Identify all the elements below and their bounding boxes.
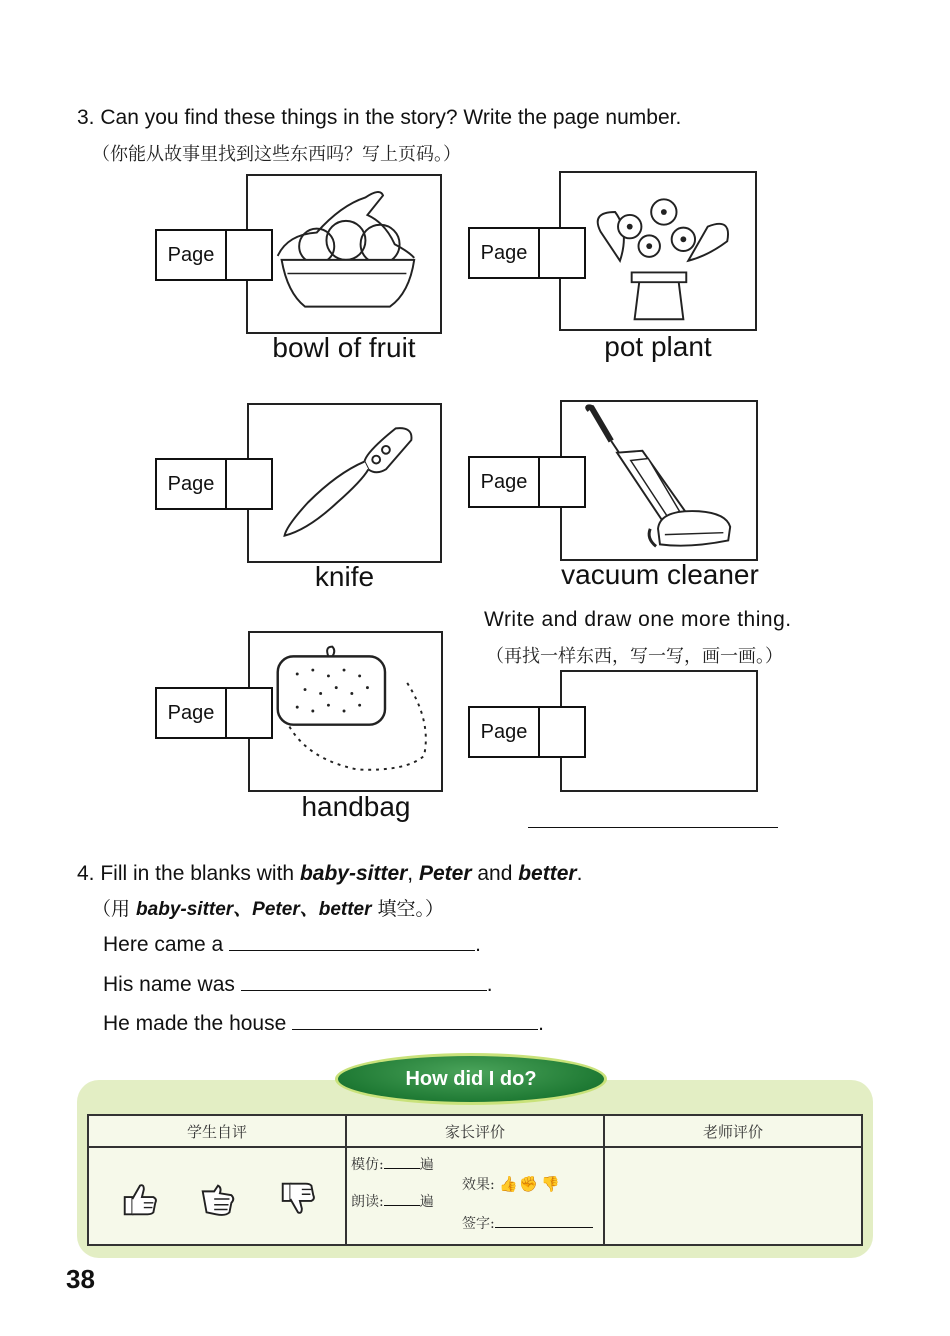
times-label: 遍	[419, 1157, 434, 1173]
times-label: 遍	[419, 1194, 434, 1210]
vacuum-cleaner-icon	[560, 400, 758, 561]
teacher-eval[interactable]	[604, 1147, 862, 1245]
q4-title	[77, 862, 582, 886]
fill-text: Here came a	[103, 933, 224, 956]
separator: ,	[407, 862, 419, 885]
page-label: Page	[470, 708, 540, 756]
sign-row	[462, 1213, 593, 1233]
extra-subtitle: （再找一样东西，写一写，画一画。）	[486, 646, 783, 667]
handbag-icon	[248, 631, 443, 792]
thumbs-down-icon[interactable]: 👎	[541, 1175, 560, 1193]
page-number-field[interactable]	[540, 229, 584, 277]
pot-plant-icon	[559, 171, 757, 331]
col-student: 学生自评	[88, 1115, 346, 1147]
caption-pot-plant: pot plant	[604, 331, 712, 362]
page-number-box[interactable]	[468, 227, 586, 279]
drawing-area[interactable]	[560, 670, 758, 792]
fill-line-1	[103, 933, 481, 957]
thumbs-up-icon[interactable]	[119, 1178, 161, 1220]
blank-input[interactable]	[229, 933, 475, 951]
imitate-count-field[interactable]	[384, 1157, 420, 1169]
word-baby-sitter: baby-sitter	[299, 862, 408, 885]
read-count-field[interactable]	[384, 1194, 420, 1206]
caption-knife: knife	[314, 561, 375, 592]
imitate-row	[351, 1154, 434, 1174]
page-number-field[interactable]	[227, 460, 271, 508]
read-row	[351, 1191, 434, 1211]
page-number-field[interactable]	[227, 689, 271, 737]
thumbs-down-icon[interactable]	[277, 1178, 319, 1220]
sign-label: 签字:	[462, 1216, 495, 1232]
page-number: 38	[66, 1264, 95, 1294]
period: .	[486, 973, 493, 996]
page-number-field[interactable]	[540, 458, 584, 506]
page-number-field[interactable]	[540, 708, 584, 756]
page-label: Page	[470, 458, 540, 506]
thumbs-sideways-icon[interactable]	[197, 1178, 239, 1220]
fill-line-3	[103, 1012, 544, 1036]
extra-title: Write and draw one more thing.	[484, 608, 792, 631]
page-label: Page	[470, 229, 540, 277]
sign-field[interactable]	[495, 1216, 593, 1228]
read-label: 朗读:	[351, 1194, 384, 1210]
page-label: Page	[157, 689, 227, 737]
blank-input[interactable]	[292, 1012, 538, 1030]
caption-vacuum-cleaner: vacuum cleaner	[561, 559, 759, 590]
q4-title-prefix: 4. Fill in the blanks with	[77, 862, 300, 885]
fill-text: He made the house	[103, 1012, 287, 1035]
page-number-box[interactable]	[468, 456, 586, 508]
q3-title: 3. Can you find these things in the story? Write the page number.	[77, 106, 682, 129]
period: .	[538, 1012, 544, 1035]
page-number-box[interactable]	[155, 458, 273, 510]
col-teacher: 老师评价	[604, 1115, 862, 1147]
fill-text: His name was	[103, 973, 235, 996]
how-did-i-do-badge: How did I do?	[335, 1053, 607, 1105]
knife-icon	[247, 403, 442, 563]
evaluation-table	[87, 1114, 863, 1246]
thumbs-up-icon[interactable]: 👍	[499, 1175, 518, 1193]
page-number-field[interactable]	[227, 231, 271, 279]
col-parent: 家长评价	[346, 1115, 604, 1147]
sub-words: baby-sitter、Peter、better	[136, 899, 372, 920]
page-label: Page	[157, 460, 227, 508]
page-label: Page	[157, 231, 227, 279]
caption-bowl-of-fruit: bowl of fruit	[272, 332, 416, 363]
effect-label: 效果:	[462, 1177, 495, 1193]
effect-row	[462, 1174, 561, 1194]
page-number-box[interactable]	[155, 687, 273, 739]
thumbs-sideways-icon[interactable]: ✊	[519, 1175, 538, 1193]
answer-line[interactable]	[528, 827, 778, 828]
q3-subtitle: （你能从故事里找到这些东西吗？写上页码。）	[92, 144, 461, 165]
blank-input[interactable]	[241, 973, 487, 991]
page-number-box[interactable]	[468, 706, 586, 758]
parent-eval	[346, 1147, 604, 1245]
q4-subtitle	[92, 894, 444, 921]
caption-handbag: handbag	[301, 791, 411, 822]
imitate-label: 模仿:	[351, 1157, 384, 1173]
period: .	[576, 862, 583, 885]
period: .	[475, 933, 481, 956]
student-self-eval	[88, 1147, 346, 1245]
sub-prefix: （用	[92, 898, 137, 920]
conjunction: and	[471, 862, 519, 885]
word-better: better	[518, 862, 577, 885]
page-number-box[interactable]	[155, 229, 273, 281]
fruit-bowl-icon	[246, 174, 442, 334]
sub-suffix: 填空。）	[371, 898, 445, 920]
word-peter: Peter	[418, 862, 472, 885]
fill-line-2	[103, 973, 493, 997]
